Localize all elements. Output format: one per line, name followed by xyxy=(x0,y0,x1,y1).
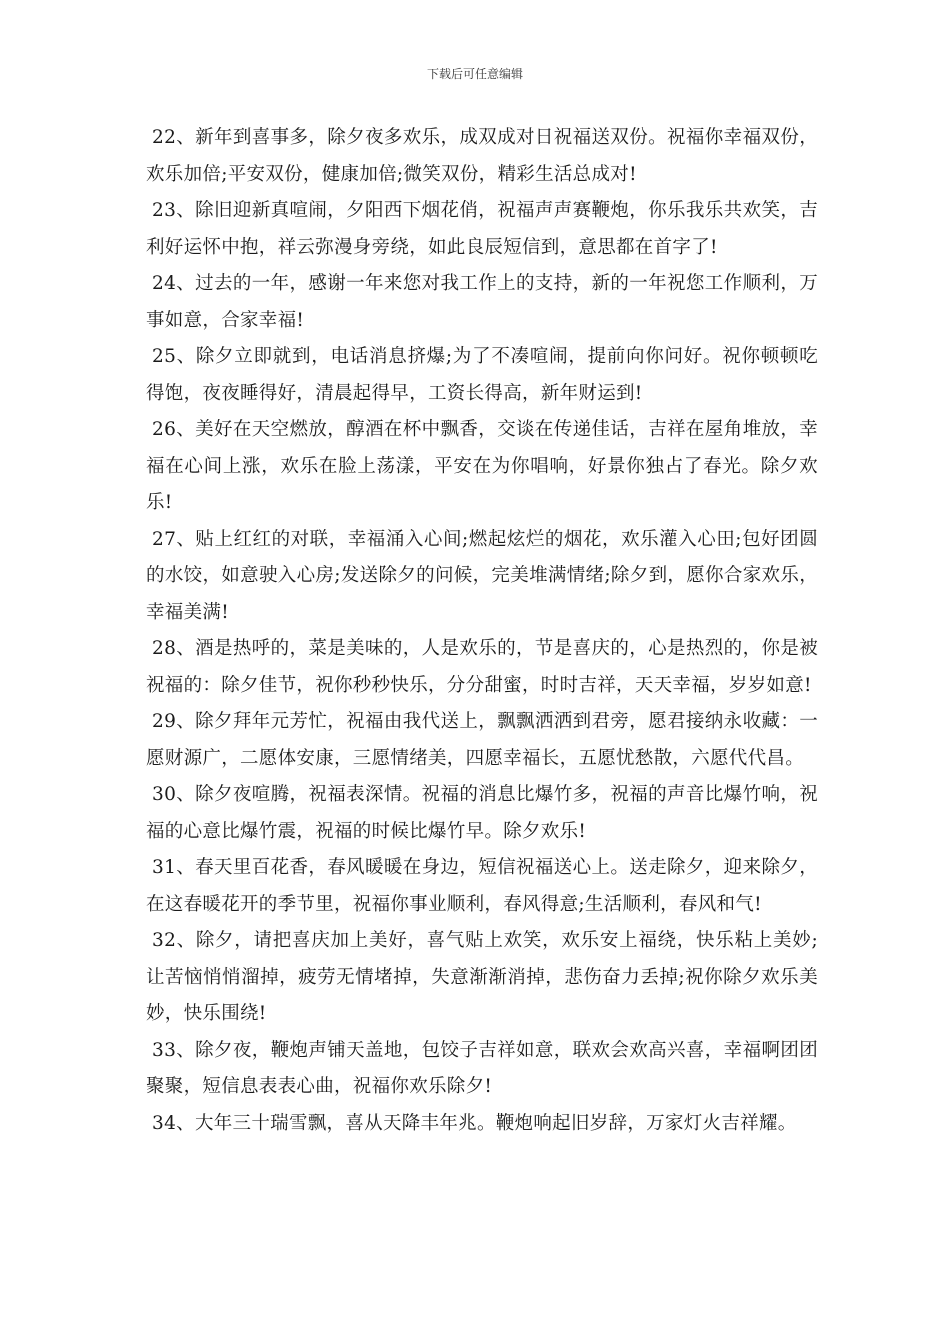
paragraph-23: 23、除旧迎新真喧闹，夕阳西下烟花俏，祝福声声赛鞭炮，你乐我乐共欢笑，吉利好运怀中抱，祥云弥漫身旁绕，如此良辰短信到，意思都在首字了! xyxy=(146,200,818,258)
paragraph-30: 30、除夕夜喧腾，祝福表深情。祝福的消息比爆竹多，祝福的声音比爆竹响，祝福的心意比爆竹震，祝福的时候比爆竹早。除夕欢乐! xyxy=(146,784,818,842)
paragraph-28: 28、酒是热呼的，菜是美味的，人是欢乐的，节是喜庆的，心是热烈的，你是被祝福的：除夕佳节，祝你秒秒快乐，分分甜蜜，时时吉祥，天天幸福，岁岁如意! xyxy=(146,638,818,696)
paragraph-24: 24、过去的一年，感谢一年来您对我工作上的支持，新的一年祝您工作顺利，万事如意，合家幸福! xyxy=(146,273,818,331)
paragraph-22: 22、新年到喜事多，除夕夜多欢乐，成双成对日祝福送双份。祝福你幸福双份，欢乐加倍;平安双份，健康加倍;微笑双份，精彩生活总成对! xyxy=(146,127,818,185)
paragraph-29: 29、除夕拜年元芳忙，祝福由我代送上，飘飘洒洒到君旁，愿君接纳永收藏：一愿财源广，二愿体安康，三愿情绪美，四愿幸福长，五愿忧愁散，六愿代代昌。 xyxy=(146,711,818,769)
paragraph-31: 31、春天里百花香，春风暖暖在身边，短信祝福送心上。送走除夕，迎来除夕，在这春暖花开的季节里，祝福你事业顺利，春风得意;生活顺利，春风和气! xyxy=(146,857,818,915)
paragraph-33: 33、除夕夜，鞭炮声铺天盖地，包饺子吉祥如意，联欢会欢高兴喜，幸福啊团团聚聚，短信息表表心曲，祝福你欢乐除夕! xyxy=(146,1039,818,1097)
paragraph-26: 26、美好在天空燃放，醇酒在杯中飘香，交谈在传递佳话，吉祥在屋角堆放，幸福在心间上涨，欢乐在脸上荡漾，平安在为你唱响，好景你独占了春光。除夕欢乐! xyxy=(146,419,818,513)
paragraph-27: 27、贴上红红的对联，幸福涌入心间;燃起炫烂的烟花，欢乐灌入心田;包好团圆的水饺，如意驶入心房;发送除夕的问候，完美堆满情绪;除夕到，愿你合家欢乐，幸福美满! xyxy=(146,528,818,623)
paragraph-25: 25、除夕立即就到，电话消息挤爆;为了不凑喧闹，提前向你问好。祝你顿顿吃得饱，夜夜睡得好，清晨起得早，工资长得高，新年财运到! xyxy=(146,346,818,404)
document-body xyxy=(146,120,818,1142)
paragraph-34: 34、大年三十瑞雪飘，喜从天降丰年兆。鞭炮响起旧岁辞，万家灯火吉祥耀。 xyxy=(152,1112,797,1134)
page-header: 下载后可任意编辑 xyxy=(426,67,523,81)
paragraph-32: 32、除夕，请把喜庆加上美好，喜气贴上欢笑，欢乐安上福绕，快乐粘上美妙;让苦恼悄悄溜掉，疲劳无情堵掉，失意渐渐消掉，悲伤奋力丢掉;祝你除夕欢乐美妙，快乐围绕! xyxy=(146,930,818,1024)
